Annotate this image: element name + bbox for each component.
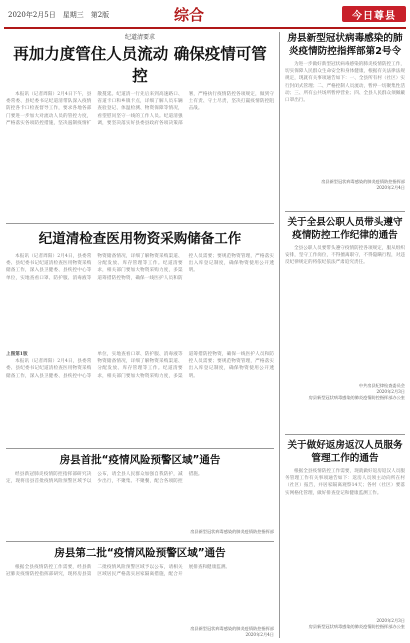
returnee-notice — [285, 439, 405, 630]
order-no2 — [285, 32, 405, 191]
discipline-body: 全县公职人员要带头遵守疫情防控各项规定，服从组织安排，坚守工作岗位，不得擅离职守，不得隐瞒行程，对违反纪律规定的将依纪依法严肃追究责任。 — [285, 246, 405, 266]
order-headline: 房县新型冠状病毒感染的肺炎疫情防控指挥部第2号令 — [287, 33, 403, 57]
lead-body: 本报讯（记者周阳）2月4日下午，县委常委、县纪委书记纪道清带队深入疫情防控各卡口检查督导工作，要求各地各部门要进一步加大对流动人员的管控力度，严格落实各项防控措施，坚决遏制疫情扩散蔓延。纪道清一行先后来到高速路口、省道卡口和乡镇卡点，详细了解人员车辆查验登记、体温检测、物资保障等情况，看望慰问坚守一线的工作人员。纪道清强调，要坚决落实好县委县政府各项决策部署，严格执行疫情防控各项规定，做到守土有责、守土尽责，坚决打赢疫情防控阻击战。 — [6, 92, 274, 126]
issue-date: 2020年2月5日 星期三 第2版 — [8, 11, 110, 19]
notice2-body: 根据全县疫情防控工作需要，经县新冠肺炎疫情防控指挥部研究，现将房县第二批疫情风险预警区域予以公布，请相关区域居民严格落实居家隔离措施，配合开展排查和健康监测。 — [6, 565, 231, 578]
notice2-credit: 房县新型冠状病毒感染的肺炎疫情防控指挥部 — [190, 626, 274, 631]
lead-article — [6, 32, 274, 221]
second-article — [6, 229, 274, 459]
column-divider — [279, 32, 280, 638]
notice-first-batch — [6, 452, 274, 535]
notice1-body: 经县新冠肺炎疫情防控指挥部研究决定，现将房县首批疫情风险预警区域予以公布，请全县人民群众加强自我防护，减少出行，不聚集、不聚餐，配合各项防控措施。 — [6, 472, 203, 485]
lead-kicker: 纪道清要求 — [124, 34, 155, 41]
masthead-rule — [4, 27, 406, 29]
order-credit: 房县新型冠状病毒感染的肺炎疫情防控指挥部 — [321, 179, 405, 184]
newspaper-logo — [342, 6, 406, 22]
order-date: 2020年2月4日 — [376, 185, 405, 190]
discipline-notice — [285, 216, 405, 401]
returnee-body: 根据全县疫情防控工作需要，现就做好返房返汉人员服务管理工作有关事项通告如下：返房人员须主动向所在村（社区）报告，并居家隔离观察14天；各村（社区）要落实网格化管理，做好排查登记和健康监测工作。 — [285, 469, 405, 496]
divider — [6, 541, 274, 542]
masthead — [4, 4, 406, 24]
notice2-headline: 房县第二批“疫情风险预警区域”通告 — [54, 547, 226, 559]
notice1-headline: 房县首批“疫情风险预警区域”通告 — [59, 454, 221, 466]
discipline-credit2: 房县新型冠状病毒感染的肺炎疫情防控指挥部办公室 — [308, 395, 405, 400]
section-title: 综合 — [174, 6, 205, 24]
photo-caption — [6, 351, 91, 358]
returnee-credit: 房县新型冠状病毒感染的肺炎疫情防控指挥部办公室 — [308, 624, 405, 629]
returnee-headline: 关于做好返房返汉人员服务管理工作的通告 — [287, 440, 403, 464]
photo-caption-label: 上图第1版 — [6, 352, 28, 357]
lead-headline: 再加力度管住人员流动 确保疫情可管控 — [13, 45, 267, 85]
divider — [6, 223, 274, 224]
discipline-headline: 关于全县公职人员带头遵守疫情防控工作纪律的通告 — [287, 217, 403, 241]
order-body: 为进一步做好新型冠状病毒感染的肺炎疫情防控工作，切实保障人民群众生命安全和身体健康，根据有关法律法规规定，现就有关事项通告如下：一、全县所有村（社区）实行封闭式管理；二、严格控制人员流动，暂停一切聚集性活动；三、所有公共场所暂停营业；四、全县人民群众须佩戴口罩出行。 — [285, 62, 405, 104]
discipline-date: 2020年2月3日 — [376, 389, 405, 394]
returnee-date: 2020年2月3日 — [376, 618, 405, 623]
divider — [6, 448, 274, 449]
second-headline: 纪道清检查医用物资采购储备工作 — [38, 231, 242, 247]
notice1-credit: 房县新型冠状病毒感染的肺炎疫情防控指挥部 — [190, 529, 274, 534]
second-body: 本报讯（记者周阳）2月4日，县委常委、县纪委书记纪道清检查医用物资采购储备工作，深入县卫健委、县疾控中心等单位，实地查看口罩、防护服、消毒液等物资储备情况，详细了解物资采购渠道、分配发放、库存管理等工作。纪道清要求，相关部门要加大物资采购力度，多渠道筹措防控物资，确保一线医护人员和防控人员需要；要规范物资管理，严格落实出入库登记制度，确保物资使用公开透明。 — [6, 254, 274, 281]
notice-second-batch — [6, 545, 274, 638]
logo-text: 今日尊县 — [352, 10, 396, 22]
discipline-credit: 中共房县纪律检查委员会 — [358, 383, 405, 388]
divider — [285, 434, 405, 435]
second-body-continued: 本报讯（记者周阳）2月4日，县委常委、县纪委书记纪道清检查医用物资采购储备工作，深入县卫健委、县疾控中心等单位，实地查看口罩、防护服、消毒液等物资储备情况，详细了解物资采购渠道、分配发放、库存管理等工作。纪道清要求，相关部门要加大物资采购力度，多渠道筹措防控物资，确保一线医护人员和防控人员需要；要规范物资管理，严格落实出入库登记制度，确保物资使用公开透明。 — [6, 352, 274, 379]
divider — [285, 211, 405, 212]
notice2-date: 2020年2月4日 — [245, 632, 274, 637]
